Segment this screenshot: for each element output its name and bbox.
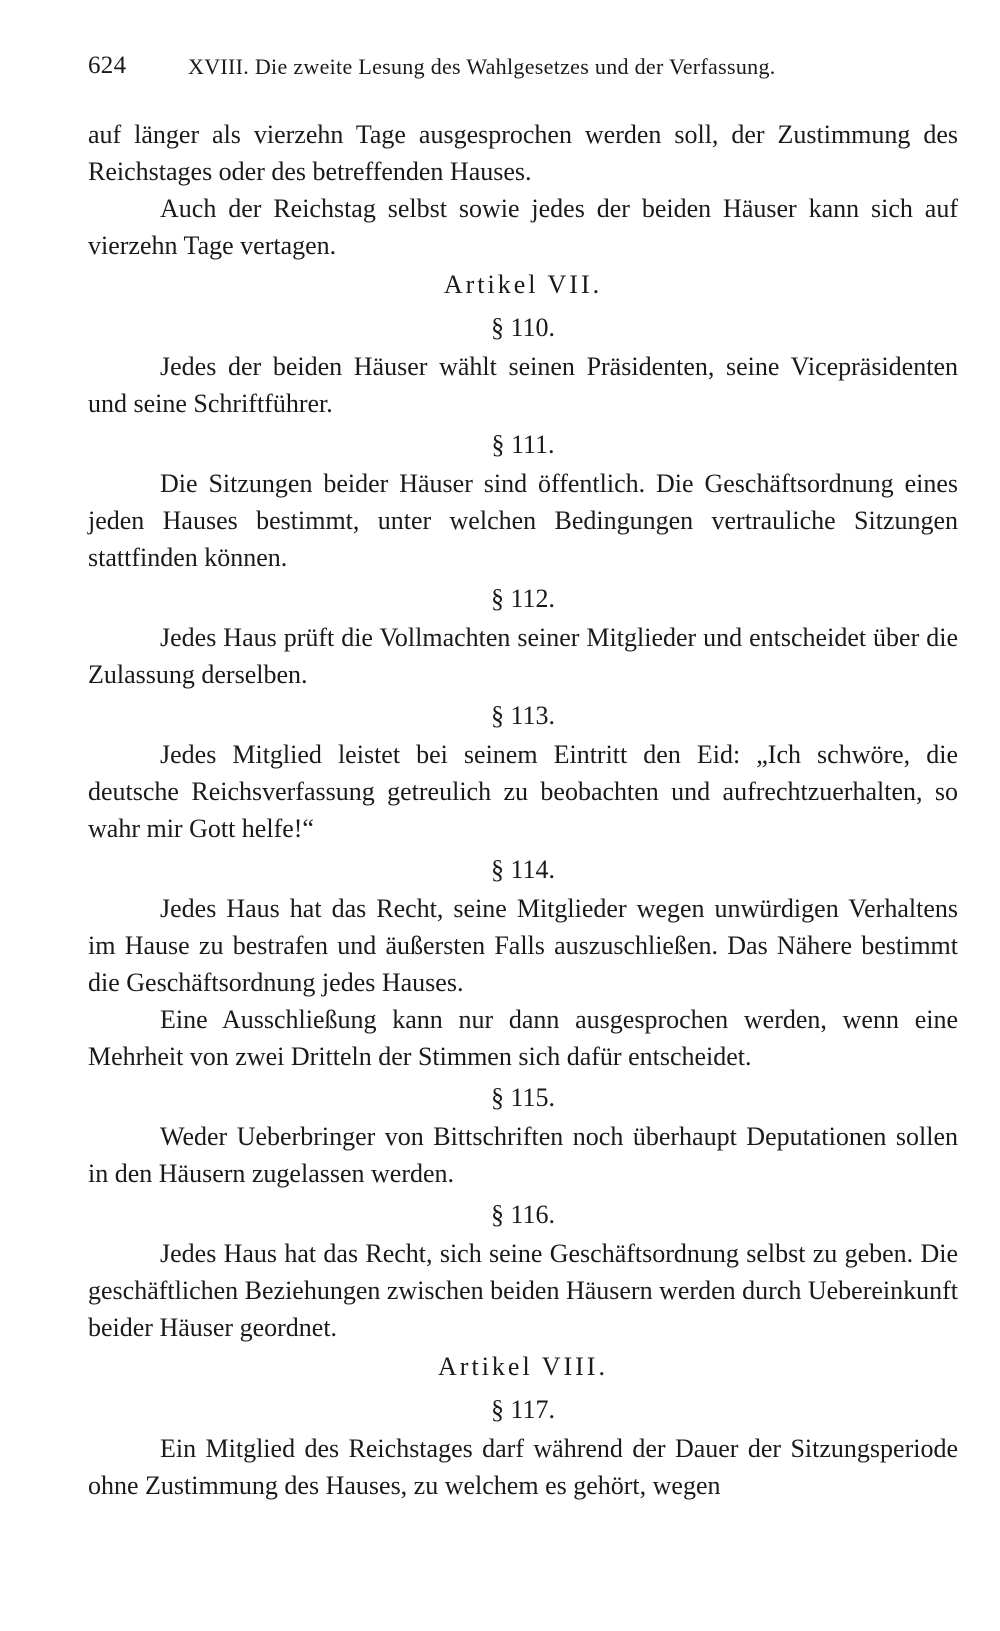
paragraph: Jedes Haus prüft die Vollmachten seiner Mitglieder und entscheidet über die Zulassung derselben. xyxy=(88,623,958,689)
article-heading: Artikel VII. xyxy=(443,270,603,299)
article-heading: Artikel VIII. xyxy=(438,1352,608,1381)
section-heading: § 111. xyxy=(491,430,555,459)
section-heading: § 110. xyxy=(490,313,556,342)
paragraph: Eine Ausschließung kann nur dann ausgesprochen werden, wenn eine Mehrheit von zwei Dritteln der Stimmen sich dafür entscheidet. xyxy=(88,1005,958,1071)
paragraph: Ein Mitglied des Reichstages darf während der Dauer der Sitzungsperiode ohne Zustimmung des Hauses, zu welchem es gehört, wegen xyxy=(88,1434,958,1500)
paragraph: Jedes Mitglied leistet bei seinem Eintritt den Eid: „Ich schwöre, die deutsche Reichsverfassung getreulich zu beobachten und aufrechtzuerhalten, so wahr mir Gott helfe!“ xyxy=(88,740,958,843)
document-page xyxy=(88,0,958,1631)
section-heading: § 117. xyxy=(490,1395,556,1424)
running-head: XVIII. Die zweite Lesung des Wahlgesetzes und der Verfassung. xyxy=(188,54,776,79)
paragraph: Jedes der beiden Häuser wählt seinen Präsidenten, seine Vicepräsidenten und seine Schriftführer. xyxy=(88,352,958,418)
page-header xyxy=(88,52,958,92)
paragraph: Auch der Reichstag selbst sowie jedes der beiden Häuser kann sich auf vierzehn Tage vertagen. xyxy=(88,194,958,260)
paragraph: Jedes Haus hat das Recht, sich seine Geschäftsordnung selbst zu geben. Die geschäftlichen Beziehungen zwischen beiden Häusern werden durch Uebereinkunft beider Häuser geordnet. xyxy=(88,1239,958,1342)
section-heading: § 113. xyxy=(490,701,556,730)
section-heading: § 114. xyxy=(490,855,556,884)
paragraph: Weder Ueberbringer von Bittschriften noch überhaupt Deputationen sollen in den Häusern zugelassen werden. xyxy=(88,1122,958,1188)
section-heading: § 115. xyxy=(490,1083,556,1112)
page-number: 624 xyxy=(88,52,127,79)
paragraph: Jedes Haus hat das Recht, seine Mitglieder wegen unwürdigen Verhaltens im Hause zu bestrafen und äußersten Falls auszuschließen. Das Nähere bestimmt die Geschäftsordnung jedes Hauses. xyxy=(88,894,958,997)
section-heading: § 116. xyxy=(490,1200,556,1229)
paragraph-continuation: auf länger als vierzehn Tage ausgesprochen werden soll, der Zustimmung des Reichstages oder des betreffenden Hauses. xyxy=(88,120,958,186)
section-heading: § 112. xyxy=(490,584,556,613)
page-body xyxy=(88,116,958,1504)
paragraph: Die Sitzungen beider Häuser sind öffentlich. Die Geschäftsordnung eines jeden Hauses bestimmt, unter welchen Bedingungen vertrauliche Sitzungen stattfinden können. xyxy=(88,469,958,572)
